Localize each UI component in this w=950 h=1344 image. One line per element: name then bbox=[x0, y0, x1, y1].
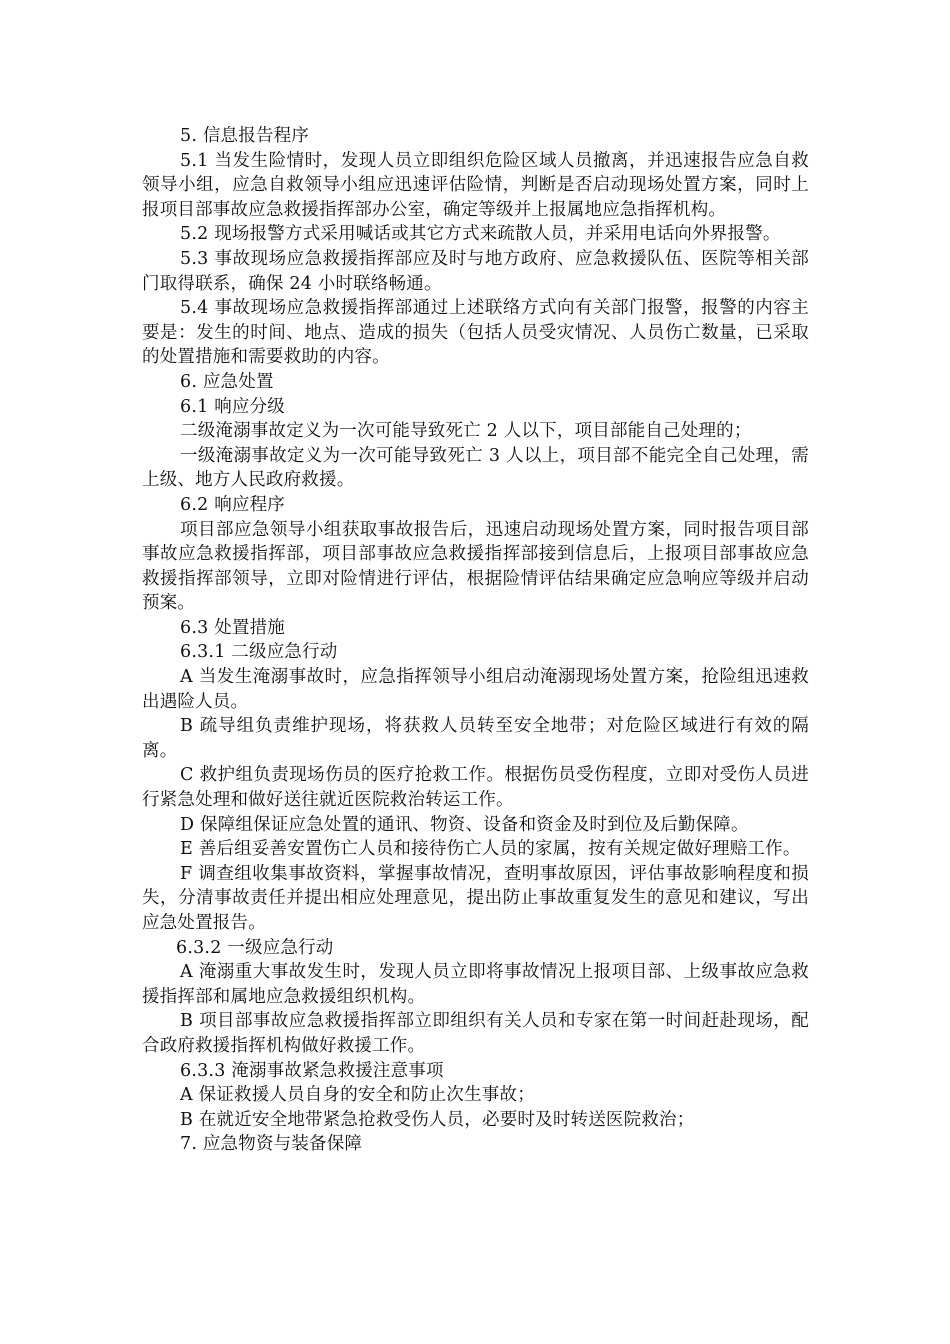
section-heading-6-3: 6.3 处置措施 bbox=[180, 617, 285, 638]
paragraph-6-2: 项目部应急领导小组获取事故报告后，迅速启动现场处置方案，同时报告项目部事故应急救援指挥部，项目部事故应急救援指挥部接到信息后，上报项目部事故应急救援指挥部领导，立即对险情进行评估，根据险情评估结果确定应急响应等级并启动预案。 bbox=[142, 519, 809, 614]
section-heading-6-3-2: 6.3.2 一级应急行动 bbox=[176, 937, 334, 958]
paragraph-6-3-3-b: B 在就近安全地带紧急抢救受伤人员，必要时及时转送医院救治； bbox=[180, 1109, 695, 1130]
paragraph-5-4: 5.4 事故现场应急救援指挥部通过上述联络方式向有关部门报警，报警的内容主要是：发生的时间、地点、造成的损失（包括人员受灾情况、人员伤亡数量，已采取的处置措施和需要救助的内容。 bbox=[142, 298, 809, 368]
section-heading-6-1: 6.1 响应分级 bbox=[180, 396, 285, 417]
paragraph-6-1-level-one: 一级淹溺事故定义为一次可能导致死亡 3 人以上，项目部不能完全自己处理，需上级、地方人民政府救援。 bbox=[142, 445, 809, 491]
section-heading-6-3-3: 6.3.3 淹溺事故紧急救援注意事项 bbox=[180, 1060, 444, 1081]
section-heading-6-2: 6.2 响应程序 bbox=[180, 494, 285, 515]
section-heading-7: 7. 应急物资与装备保障 bbox=[180, 1134, 363, 1155]
paragraph-6-3-1-d: D 保障组保证应急处置的通讯、物资、设备和资金及时到位及后勤保障。 bbox=[180, 814, 749, 835]
paragraph-6-3-3-a: A 保证救援人员自身的安全和防止次生事故； bbox=[180, 1085, 535, 1106]
paragraph-6-3-1-f: F 调查组收集事故资料，掌握事故情况，查明事故原因，评估事故影响程度和损失，分清事故责任并提出相应处理意见，提出防止事故重复发生的意见和建议，写出应急处置报告。 bbox=[142, 863, 809, 933]
paragraph-5-2: 5.2 现场报警方式采用喊话或其它方式来疏散人员，并采用电话向外界报警。 bbox=[180, 224, 781, 245]
paragraph-6-3-1-b: B 疏导组负责维护现场，将获救人员转至安全地带；对危险区域进行有效的隔离。 bbox=[142, 716, 809, 761]
section-heading-6: 6. 应急处置 bbox=[180, 371, 274, 392]
paragraph-6-3-2-b: B 项目部事故应急救援指挥部立即组织有关人员和专家在第一时间赶赴现场，配合政府救援指挥机构做好救援工作。 bbox=[142, 1011, 809, 1056]
section-heading-6-3-1: 6.3.1 二级应急行动 bbox=[180, 642, 338, 663]
paragraph-6-3-1-a: A 当发生淹溺事故时，应急指挥领导小组启动淹溺现场处置方案，抢险组迅速救出遇险人员。 bbox=[142, 667, 809, 712]
paragraph-6-3-2-a: A 淹溺重大事故发生时，发现人员立即将事故情况上报项目部、上级事故应急救援指挥部和属地应急救援组织机构。 bbox=[142, 962, 809, 1007]
paragraph-6-3-1-e: E 善后组妥善安置伤亡人员和接待伤亡人员的家属，按有关规定做好理赔工作。 bbox=[180, 839, 801, 860]
paragraph-6-1-level-two: 二级淹溺事故定义为一次可能导致死亡 2 人以下，项目部能自己处理的； bbox=[180, 421, 752, 442]
paragraph-6-3-1-c: C 救护组负责现场伤员的医疗抢救工作。根据伤员受伤程度，立即对受伤人员进行紧急处理和做好送往就近医院救治转运工作。 bbox=[142, 765, 809, 811]
document-body bbox=[142, 124, 809, 1157]
paragraph-5-1: 5.1 当发生险情时，发现人员立即组织危险区域人员撤离，并迅速报告应急自救领导小组，应急自救领导小组应迅速评估险情，判断是否启动现场处置方案，同时上报项目部事故应急救援指挥部办公室，确定等级并上报属地应急指挥机构。 bbox=[142, 150, 809, 220]
section-heading-5: 5. 信息报告程序 bbox=[180, 126, 310, 146]
paragraph-5-3: 5.3 事故现场应急救援指挥部应及时与地方政府、应急救援队伍、医院等相关部门取得联系，确保 24 小时联络畅通。 bbox=[142, 248, 809, 294]
